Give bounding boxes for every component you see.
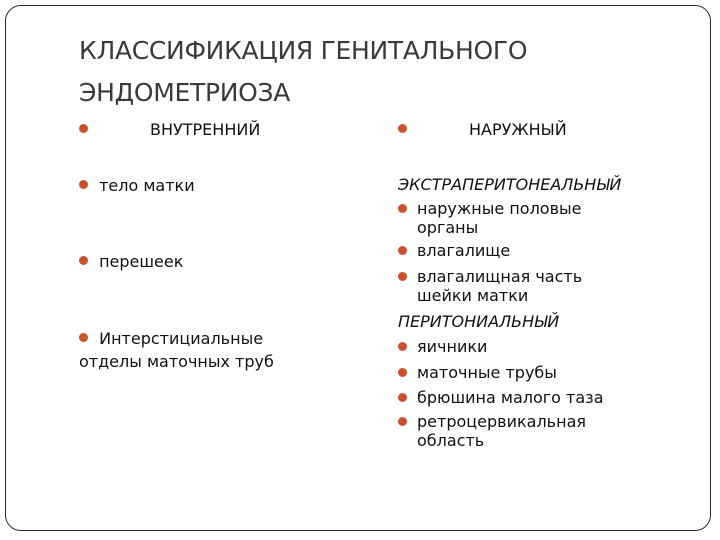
bullet-icon — [79, 333, 88, 342]
left-header-row — [79, 120, 261, 139]
right-item — [398, 337, 678, 356]
extraperitoneal-label: ЭКСТРАПЕРИТОНЕАЛЬНЫЙ — [398, 175, 622, 194]
left-item: тело матки — [99, 176, 195, 195]
slide-title — [79, 30, 679, 114]
title-line-1: КЛАССИФИКАЦИЯ ГЕНИТАЛЬНОГО — [79, 36, 528, 65]
left-item: Интерстициальные — [99, 329, 264, 348]
right-item-text: влагалище — [417, 241, 511, 260]
bullet-icon — [398, 204, 407, 213]
left-item-continuation: отделы маточных труб — [79, 352, 274, 371]
right-item-text: яичники — [417, 337, 488, 356]
right-header-row — [398, 120, 567, 139]
right-item-text: ретроцервикальная область — [417, 412, 586, 450]
left-header: ВНУТРЕННИЙ — [150, 120, 261, 139]
right-item — [398, 199, 638, 237]
right-header: НАРУЖНЫЙ — [469, 120, 567, 139]
right-item-text: маточные трубы — [417, 363, 557, 382]
right-item — [398, 267, 638, 305]
right-item — [398, 412, 638, 450]
left-item: перешеек — [99, 252, 184, 271]
bullet-icon — [398, 368, 407, 377]
right-item — [398, 363, 678, 382]
peritoneal-label: ПЕРИТОНИАЛЬНЫЙ — [398, 312, 560, 331]
bullet-icon — [79, 124, 88, 133]
bullet-icon — [79, 180, 88, 189]
left-item-row — [79, 252, 183, 271]
right-item-text: влагалищная часть шейки матки — [417, 267, 583, 305]
bullet-icon — [398, 124, 407, 133]
bullet-icon — [398, 342, 407, 351]
left-item-row — [79, 176, 195, 195]
right-item — [398, 241, 638, 260]
right-item — [398, 388, 678, 407]
bullet-icon — [398, 417, 407, 426]
bullet-icon — [398, 393, 407, 402]
right-item-text: брюшина малого таза — [417, 388, 604, 407]
left-item-row — [79, 329, 263, 348]
title-line-2: ЭНДОМЕТРИОЗА — [79, 78, 291, 107]
right-item-text: наружные половые органы — [417, 199, 582, 237]
bullet-icon — [398, 246, 407, 255]
bullet-icon — [79, 256, 88, 265]
bullet-icon — [398, 272, 407, 281]
